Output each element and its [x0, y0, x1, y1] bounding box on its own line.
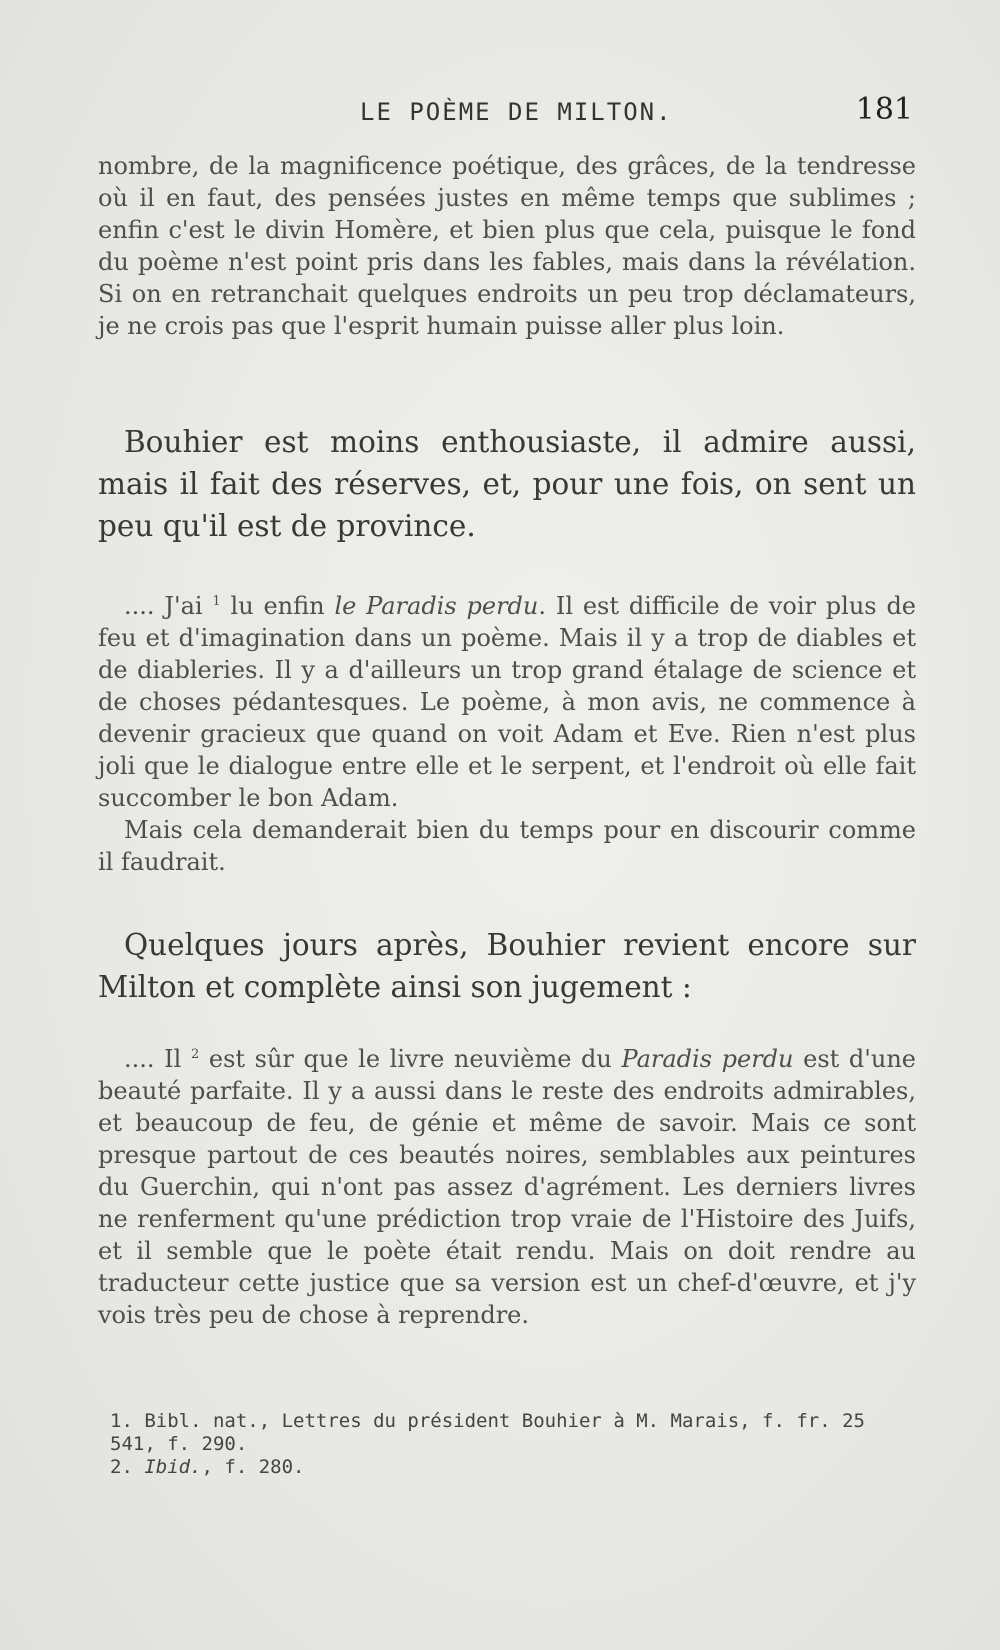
footnote-2 — [98, 1456, 916, 1479]
quote-text: lu enfin — [220, 592, 335, 620]
quote-paragraph-2: Mais cela demanderait bien du temps pour en discourir comme il faudrait. — [98, 816, 916, 876]
quote-paragraph — [98, 1043, 916, 1331]
quote-text: est sûr que le livre neuvième du — [199, 1045, 622, 1073]
narrative-paragraph-bouhier — [98, 421, 916, 547]
quote-paragraph — [98, 590, 916, 814]
footnote-ibid: Ibid. — [144, 1456, 202, 1478]
quote-paragraph: nombre, de la magnificence poétique, des grâces, de la tendresse où il en faut, des pensées justes en même temps que sublimes ; enfin c'est le divin Homère, et bien plus que cela, puisque le fond du poème n'est point pris dans les fables, mais dans la révélation. Si on en retranchait quelques endroits un peu trop déclamateurs, je ne crois pas que l'esprit humain puisse aller plus loin. — [98, 152, 916, 340]
quote-bouhier-first-letter — [98, 590, 916, 878]
page-header — [98, 92, 913, 132]
footnote-text: , f. 280. — [201, 1456, 305, 1478]
quote-text: est d'une beauté parfaite. Il y a aussi dans le reste des endroits admirables, et beaucoup de feu, de génie et même de savoir. Mais ce sont presque partout de ces beautés noires, semblables aux peintures du Guerchin, qui n'ont pas assez d'agrément. Les derniers livres ne renferment qu'une prédiction trop vraie de l'Histoire des Juifs, et il semble que le poète était rendu. Mais on doit rendre au traducteur cette justice que sa version est un chef-d'œuvre, et j'y vois très peu de chose à reprendre. — [98, 1045, 917, 1329]
quote-text: . Il est difficile de voir plus de feu et d'imagination dans un poème. Mais il y a trop de diables et de diableries. Il y a d'ailleurs un trop grand étalage de science et de choses pédantesques. Le poème, à mon avis, ne commence à devenir gracieux que quand on voit Adam et Eve. Rien n'est plus joli que le dialogue entre elle et le serpent, et l'endroit où elle fait succomber le bon Adam. — [98, 592, 917, 812]
narrative-text: Quelques jours après, Bouhier revient encore sur Milton et complète ainsi son jugement : — [98, 928, 916, 1004]
page-number: 181 — [855, 92, 913, 127]
work-title: Paradis perdu — [621, 1045, 794, 1073]
footnote-ref-2: 2 — [190, 1047, 200, 1062]
footnote-number: 2. — [110, 1456, 133, 1478]
quote-bouhier-second-letter — [98, 1043, 916, 1331]
narrative-paragraph-milton — [98, 924, 916, 1008]
narrative-text: Bouhier est moins enthousiaste, il admire aussi, mais il fait des réserves, et, pour une fois, on sent un peu qu'il est de province. — [98, 425, 916, 543]
running-head: LE POÈME DE MILTON. — [360, 98, 673, 126]
footnote-1: 1. Bibl. nat., Lettres du président Bouhier à M. Marais, f. fr. 25 541, f. 290. — [110, 1410, 865, 1455]
quote-lead: .... J'ai — [124, 592, 203, 620]
work-title: le Paradis perdu — [334, 592, 539, 620]
footnote-ref-1: 1 — [212, 594, 221, 609]
footnotes — [98, 1410, 916, 1479]
quote-continuation — [98, 150, 916, 342]
quote-lead: .... Il — [124, 1045, 182, 1073]
